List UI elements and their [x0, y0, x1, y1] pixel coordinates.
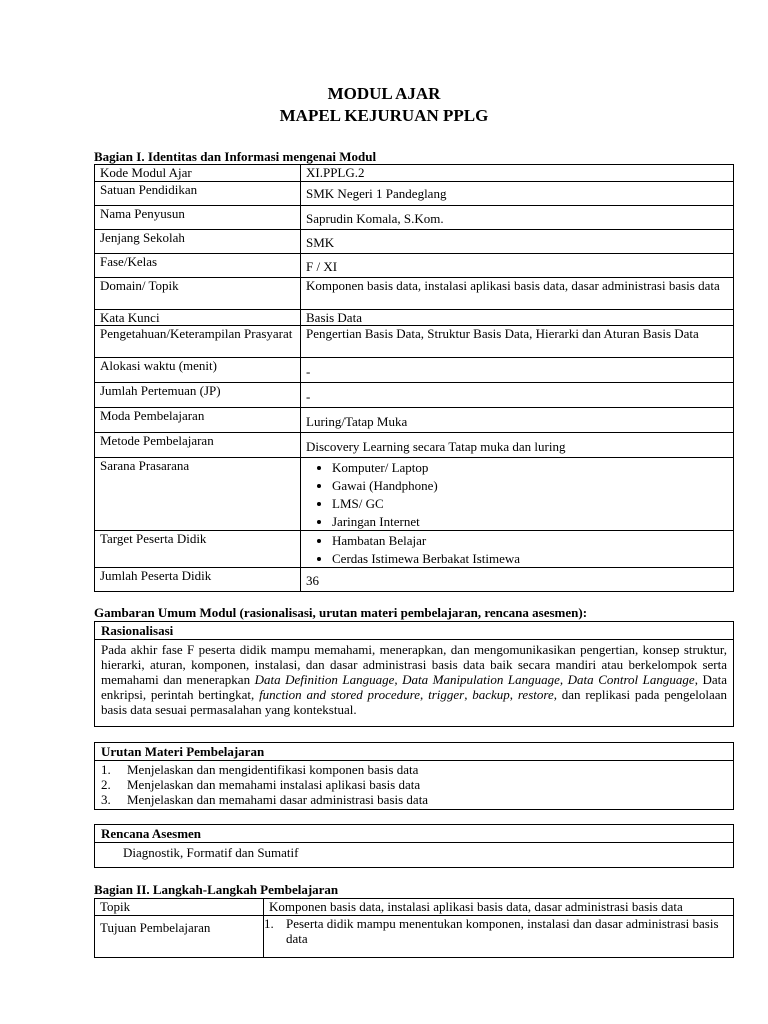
table-row: [95, 254, 734, 278]
document-title: MODUL AJAR: [327, 84, 441, 103]
rasionalisasi-title: Rasionalisasi: [95, 622, 733, 640]
row-label: Satuan Pendidikan: [95, 182, 301, 206]
gambaran-heading: Gambaran Umum Modul (rasionalisasi, urutan materi pembelajaran, rencana asesmen):: [94, 605, 588, 620]
table-row: [95, 278, 734, 310]
row-value: Pengertian Basis Data, Struktur Basis Data, Hierarki dan Aturan Basis Data: [301, 326, 734, 358]
list-item: • Gawai (Handphone): [332, 476, 728, 494]
list-item: • Komputer/ Laptop: [332, 458, 728, 476]
table-row: [95, 531, 734, 568]
row-value: SMK Negeri 1 Pandeglang: [301, 182, 734, 206]
row-label: Pengetahuan/Keterampilan Prasyarat: [95, 326, 301, 358]
table-row: [95, 182, 734, 206]
row-label: Target Peserta Didik: [95, 531, 301, 568]
row-value: Luring/Tatap Muka: [301, 408, 734, 433]
list-item: • Hambatan Belajar: [332, 531, 728, 549]
urutan-list: [95, 761, 733, 809]
list-item: 3. Menjelaskan dan memahami dasar administrasi basis data: [101, 792, 429, 807]
row-label: Topik: [95, 899, 264, 916]
row-label: Nama Penyusun: [95, 206, 301, 230]
row-label: Sarana Prasarana: [95, 458, 301, 531]
list-item: • Jaringan Internet: [332, 512, 728, 530]
row-value: Komponen basis data, instalasi aplikasi basis data, dasar administrasi basis data: [264, 899, 734, 916]
row-value: 36: [301, 568, 734, 592]
table-row: [95, 165, 734, 182]
row-label: Jenjang Sekolah: [95, 230, 301, 254]
row-value: Komponen basis data, instalasi aplikasi basis data, dasar administrasi basis data: [301, 278, 734, 310]
section1-heading: Bagian I. Identitas dan Informasi mengenai Modul: [94, 149, 377, 164]
list-item: 2. Menjelaskan dan memahami instalasi aplikasi basis data: [101, 777, 421, 792]
table-row: [95, 326, 734, 358]
tujuan-item: 1. Peserta didik mampu menentukan komponen, instalasi dan dasar administrasi basis data: [264, 916, 719, 946]
table-row: [95, 433, 734, 458]
row-label: Kata Kunci: [95, 310, 301, 326]
list-item: • LMS/ GC: [332, 494, 728, 512]
document-subtitle: MAPEL KEJURUAN PPLG: [279, 106, 489, 125]
row-value: [264, 916, 734, 958]
row-value: Saprudin Komala, S.Kom.: [301, 206, 734, 230]
section2-heading: Bagian II. Langkah-Langkah Pembelajaran: [94, 882, 339, 897]
row-value: XI.PPLG.2: [301, 165, 734, 182]
row-value: Discovery Learning secara Tatap muka dan luring: [301, 433, 734, 458]
rasionalisasi-text: Pada akhir fase F peserta didik mampu memahami, menerapkan, dan mengomunikasikan pengertian, konsep struktur, hierarki, aturan, komponen, instalasi, dan dasar administrasi basis data baik secara mandiri atau berkelompok serta memahami dan menerapkan Data Definition Language, Data Manipulation Language, Data Control Language, Data enkripsi, perintah bertingkat, function and stored procedure, trigger, backup, restore, dan replikasi pada pengelolaan basis data sesuai permasalahan yang kontekstual.: [101, 642, 728, 717]
rencana-title: Rencana Asesmen: [95, 825, 733, 843]
table-row: [95, 310, 734, 326]
row-value: SMK: [301, 230, 734, 254]
table-row: [95, 230, 734, 254]
target-list: [306, 531, 728, 567]
row-label: Metode Pembelajaran: [95, 433, 301, 458]
row-value: [301, 458, 734, 531]
row-value: F / XI: [301, 254, 734, 278]
table-row: [95, 458, 734, 531]
list-item: • Cerdas Istimewa Berbakat Istimewa: [332, 549, 728, 567]
sarana-list: [306, 458, 728, 530]
rencana-box: [94, 824, 734, 868]
row-label: Jumlah Peserta Didik: [95, 568, 301, 592]
row-label: Kode Modul Ajar: [95, 165, 301, 182]
table-row: [95, 408, 734, 433]
table-row: [95, 916, 734, 958]
row-value: [301, 531, 734, 568]
row-label: Jumlah Pertemuan (JP): [95, 383, 301, 408]
rasionalisasi-box: [94, 621, 734, 727]
row-label: Moda Pembelajaran: [95, 408, 301, 433]
list-item: 1. Menjelaskan dan mengidentifikasi komponen basis data: [101, 762, 419, 777]
row-label: Alokasi waktu (menit): [95, 358, 301, 383]
row-label: Tujuan Pembelajaran: [95, 916, 264, 958]
table-row: [95, 358, 734, 383]
table-row: [95, 206, 734, 230]
table-row: [95, 568, 734, 592]
row-value: -: [301, 358, 734, 383]
row-label: Domain/ Topik: [95, 278, 301, 310]
urutan-box: [94, 742, 734, 810]
rencana-text: Diagnostik, Formatif dan Sumatif: [123, 845, 299, 860]
identity-table: [94, 164, 734, 592]
table-row: [95, 899, 734, 916]
row-value: -: [301, 383, 734, 408]
row-value: Basis Data: [301, 310, 734, 326]
row-label: Fase/Kelas: [95, 254, 301, 278]
langkah-table: [94, 898, 734, 958]
table-row: [95, 383, 734, 408]
urutan-title: Urutan Materi Pembelajaran: [95, 743, 733, 761]
